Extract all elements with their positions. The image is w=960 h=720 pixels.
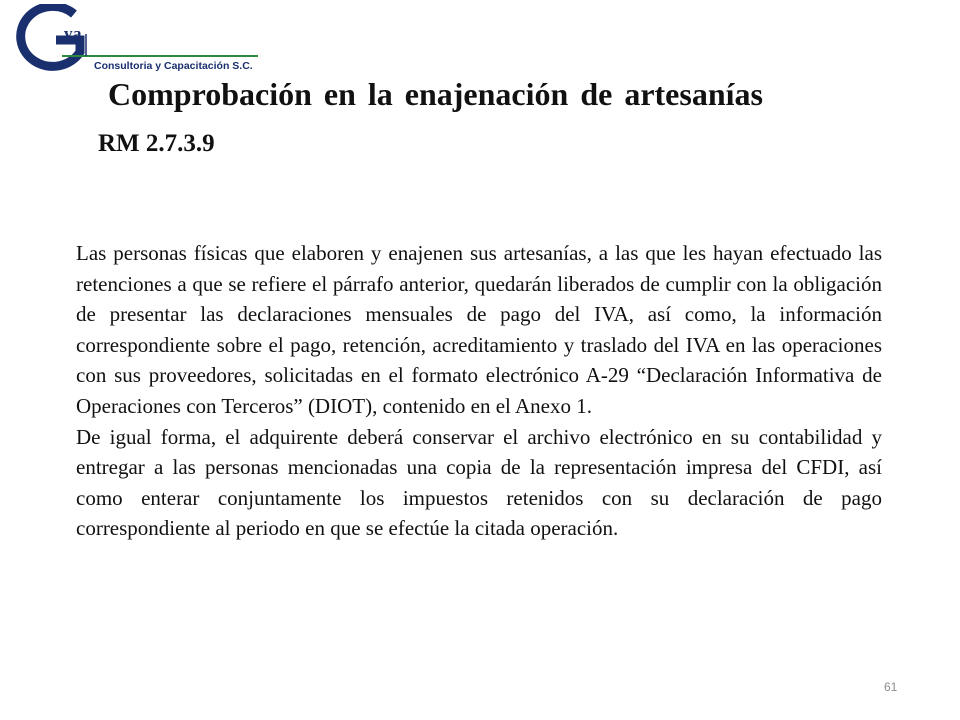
rule-reference: RM 2.7.3.9 [98,130,215,157]
logo-tagline: Consultoria y Capacitación S.C. [94,60,253,72]
paragraph-1: Las personas físicas que elaboren y enajenen sus artesanías, a las que les hayan efectuado las retenciones a que se refiere el párrafo anterior, quedarán liberados de cumplir con la obligación de presentar las declaraciones mensuales de pago del IVA, así como, la información correspondiente sobre el pago, retención, acreditamiento y traslado del IVA en las operaciones con sus proveedores, solicitadas en el formato electrónico A-29 “Declaración Informativa de Operaciones con Terceros” (DIOT), contenido en el Anexo 1. [76,241,882,418]
page-title: Comprobación en la enajenación de artesanías [108,76,763,112]
company-logo [6,4,268,76]
logo-letters: va [64,24,82,43]
page-number: 61 [884,680,898,694]
body-text [76,238,882,544]
paragraph-2: De igual forma, el adquirente deberá conservar el archivo electrónico en su contabilidad y entregar a las personas mencionadas una copia de la representación impresa del CFDI, así como enterar conjuntamente los impuestos retenidos con su declaración de pago correspondiente al periodo en que se efectúe la citada operación. [76,424,882,541]
